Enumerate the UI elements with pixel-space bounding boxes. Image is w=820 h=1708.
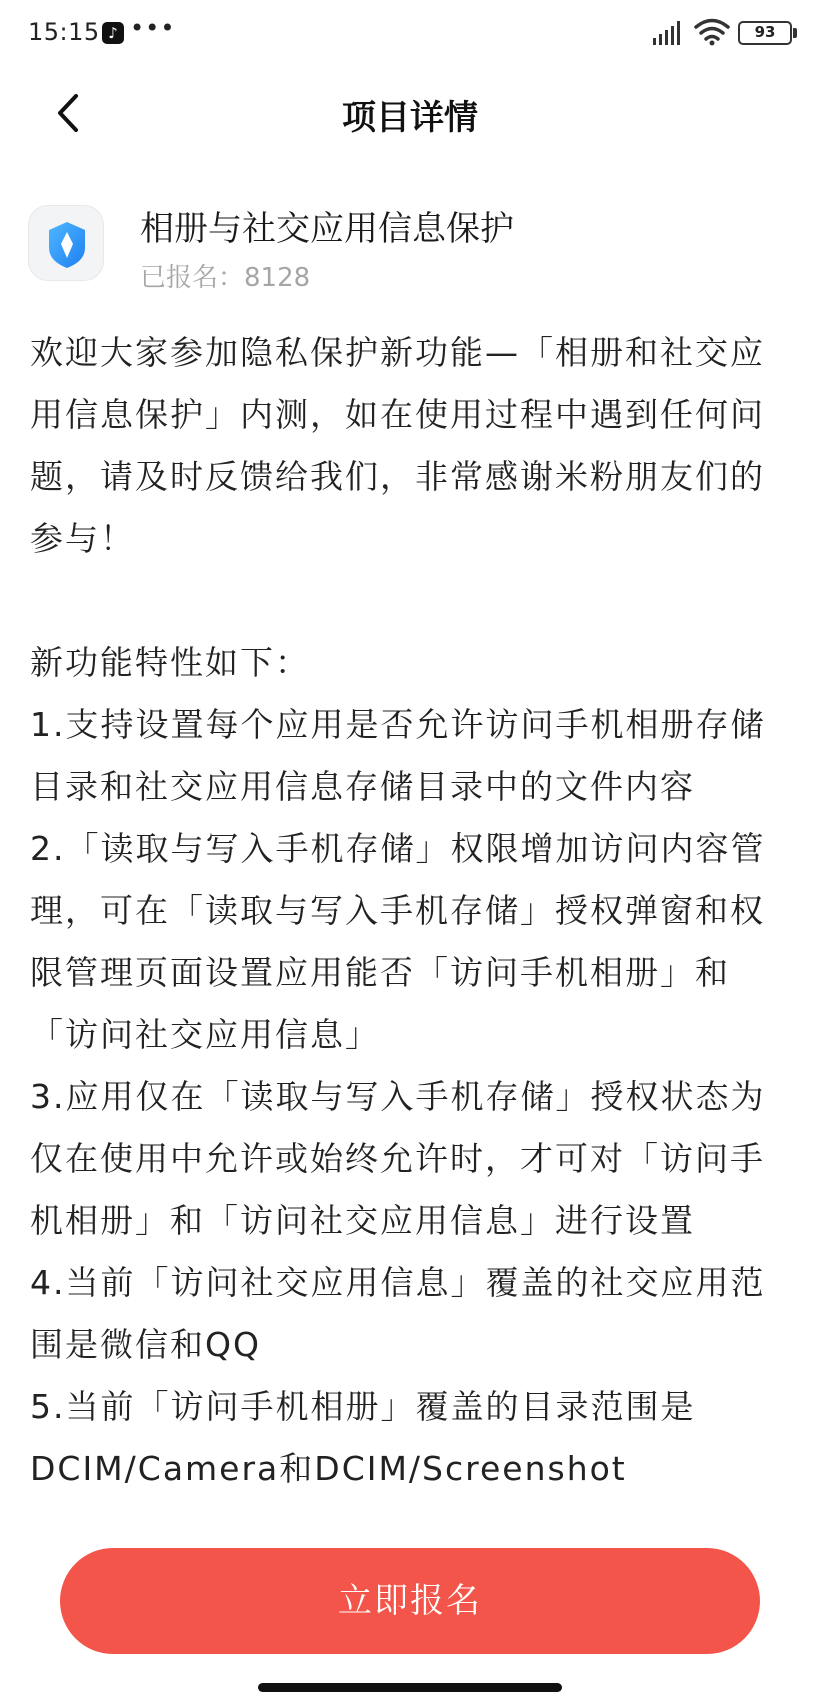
app-icon — [28, 205, 104, 281]
signup-count: 已报名：8128 — [140, 263, 311, 293]
battery-level: 93 — [754, 23, 776, 41]
home-indicator[interactable] — [258, 1683, 562, 1692]
more-notifications-icon: ••• — [130, 14, 176, 42]
intro-text: 欢迎大家参加隐私保护新功能—「相册和社交应用信息保护」内测，如在使用过程中遇到任何问题，请及时反馈给我们，非常感谢米粉朋友们的参与！ — [30, 333, 765, 558]
page-title: 项目详情 — [342, 98, 478, 138]
tiktok-icon: ♪ — [102, 22, 124, 44]
feature-item: 1.支持设置每个应用是否允许访问手机相册存储目录和社交应用信息存储目录中的文件内容 — [30, 705, 766, 806]
feature-item: 2.「读取与写入手机存储」权限增加访问内容管理，可在「读取与写入手机存储」授权弹窗和权限管理页面设置应用能否「访问手机相册」和「访问社交应用信息」 — [30, 829, 766, 1054]
feature-item: 3.应用仅在「读取与写入手机存储」授权状态为仅在使用中允许或始终允许时，才可对「访问手机相册」和「访问社交应用信息」进行设置 — [30, 1077, 766, 1240]
feature-item: 5.当前「访问手机相册」覆盖的目录范围是DCIM/Camera和DCIM/Screenshot — [30, 1387, 696, 1488]
battery-cap — [793, 28, 797, 38]
signal-icon — [652, 20, 684, 46]
feature-item: 4.当前「访问社交应用信息」覆盖的社交应用范围是微信和QQ — [30, 1263, 766, 1364]
features-heading: 新功能特性如下： — [30, 643, 310, 682]
wifi-icon — [694, 18, 730, 46]
signup-button[interactable]: 立即报名 — [60, 1548, 760, 1654]
header — [0, 70, 820, 190]
status-time: 15:15 — [28, 18, 100, 46]
battery-indicator — [738, 21, 792, 45]
shield-icon — [29, 206, 105, 282]
project-name: 相册与社交应用信息保护 — [140, 209, 514, 249]
project-card — [28, 205, 798, 295]
project-description — [30, 322, 794, 1522]
status-bar — [0, 0, 820, 70]
spacer — [30, 570, 794, 632]
